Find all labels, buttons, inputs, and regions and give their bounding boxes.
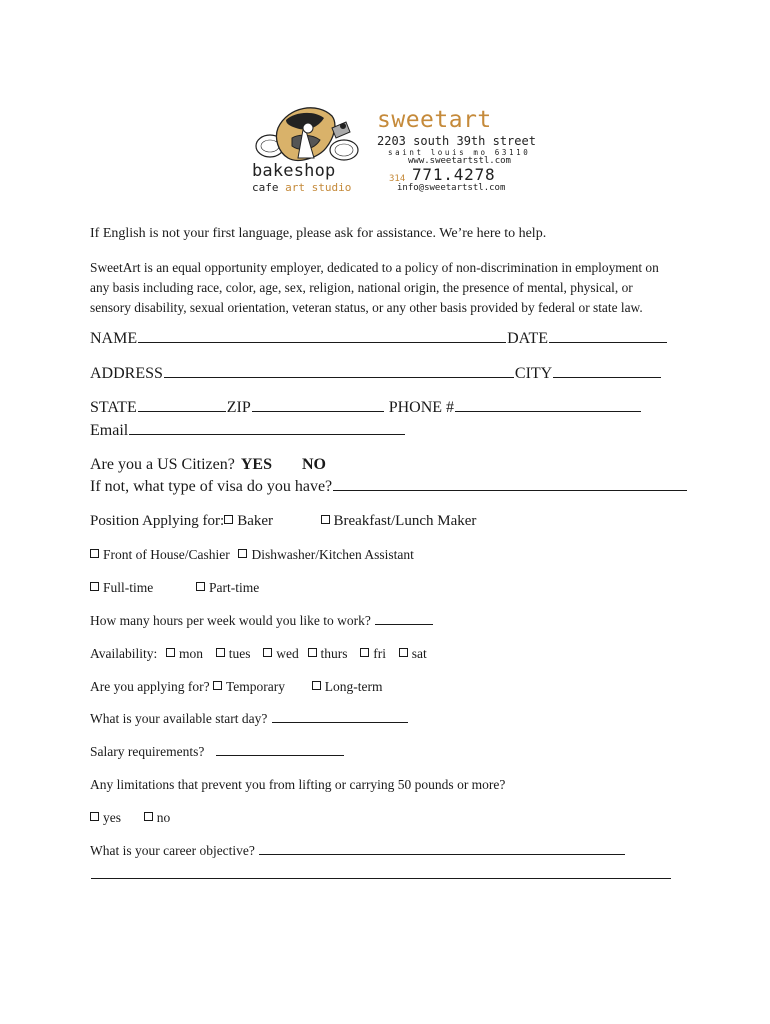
eeo-line: SweetArt is an equal opportunity employer, dedicated to a policy of non-discrimination in employment on [90,260,659,275]
visa-field[interactable] [333,489,687,491]
name-field[interactable] [138,341,506,343]
email-field[interactable] [129,433,405,435]
checkbox-tues[interactable] [216,648,225,657]
position-row-2 [90,547,414,563]
contact-email: info@sweetartstl.com [397,183,506,193]
state-zip-phone-row [90,399,642,417]
phone-number: 771.4278 [412,165,496,184]
hours-question: How many hours per week would you like to work? [90,613,371,628]
checkbox-temporary[interactable] [213,681,222,690]
option-limitations-yes: yes [103,810,121,825]
checkbox-front-of-house[interactable] [90,549,99,558]
option-baker: Baker [237,513,274,529]
applying-for-label: Are you applying for? [90,679,210,694]
limitations-options-row [90,810,170,826]
option-full-time: Full-time [103,580,154,595]
eeo-line: any basis including race, color, age, sex, religion, national origin, the presence of mental, physical, or [90,280,633,295]
option-breakfast-lunch: Breakfast/Lunch Maker [333,513,477,529]
phone-field[interactable] [455,410,641,412]
checkbox-limitations-no[interactable] [144,812,153,821]
visa-row [90,478,688,496]
email-row [90,422,406,440]
availability-row [90,646,427,662]
checkbox-breakfast-lunch[interactable] [321,515,330,524]
state-field[interactable] [138,410,226,412]
citizen-no-option[interactable]: NO [301,456,326,473]
day-mon: mon [179,646,204,661]
checkbox-full-time[interactable] [90,582,99,591]
day-thurs: thurs [320,646,348,661]
career-objective-row [90,843,626,859]
checkbox-dishwasher[interactable] [238,549,247,558]
option-part-time: Part-time [209,580,260,595]
checkbox-mon[interactable] [166,648,175,657]
logo-subtitle: cafe art studio [252,181,352,194]
option-limitations-no: no [156,810,171,825]
checkbox-wed[interactable] [263,648,272,657]
address-city-row [90,365,662,383]
limitations-question: Any limitations that prevent you from lifting or carrying 50 pounds or more? [90,777,506,792]
city-label: CITY [514,365,553,382]
employment-type-row [90,580,259,596]
day-fri: fri [373,646,387,661]
checkbox-long-term[interactable] [312,681,321,690]
checkbox-fri[interactable] [360,648,369,657]
zip-label: ZIP [226,399,251,416]
street-address: 2203 south 39th street [377,134,536,148]
email-label: Email [90,422,129,439]
citizen-question: Are you a US Citizen? [90,456,235,473]
name-label: NAME [90,330,138,347]
option-dishwasher: Dishwasher/Kitchen Assistant [251,547,414,562]
address-label: ADDRESS [90,365,163,382]
checkbox-limitations-yes[interactable] [90,812,99,821]
state-label: STATE [90,399,137,416]
start-day-row [90,711,409,727]
hours-row [90,613,434,629]
logo-wordmark: bakeshop [252,161,336,181]
website: www.sweetartstl.com [408,156,511,166]
citizen-yes-option[interactable]: YES [240,456,272,473]
limitations-row [90,777,505,793]
name-date-row [90,330,668,348]
applying-for-row [90,679,382,695]
language-assistance-note: If English is not your first language, please ask for assistance. We’re here to help. [90,226,547,241]
phone-label: PHONE # [388,399,455,416]
start-day-question: What is your available start day? [90,711,268,726]
start-day-field[interactable] [272,721,408,723]
career-objective-question: What is your career objective? [90,843,255,858]
career-objective-extra-line [90,866,672,884]
position-label: Position Applying for: [90,513,225,529]
career-objective-field[interactable] [259,853,625,855]
option-front-of-house: Front of House/Cashier [103,547,230,562]
checkbox-part-time[interactable] [196,582,205,591]
city-address: saint louis mo 63110 [388,148,531,157]
option-temporary: Temporary [225,679,285,694]
day-wed: wed [276,646,299,661]
career-objective-field-line-2[interactable] [91,877,671,879]
eeo-statement [90,258,690,318]
salary-question: Salary requirements? [90,744,205,759]
date-label: DATE [507,330,548,347]
day-tues: tues [228,646,251,661]
visa-question: If not, what type of visa do you have? [90,478,333,495]
day-sat: sat [411,646,427,661]
availability-label: Availability: [90,646,158,661]
bakeshop-logo [248,98,370,170]
date-field[interactable] [549,341,667,343]
eeo-line: sensory disability, sexual orientation, veteran status, or any other basis provided by federal or state law. [90,300,643,315]
checkbox-baker[interactable] [224,515,233,524]
checkbox-sat[interactable] [399,648,408,657]
brand-name: sweetart [377,107,492,133]
salary-row [90,744,345,760]
phone-area-code: 314 [389,174,406,184]
city-field[interactable] [553,376,661,378]
position-row [90,513,476,530]
address-field[interactable] [164,376,514,378]
salary-field[interactable] [216,754,344,756]
option-long-term: Long-term [324,679,383,694]
citizen-row [90,456,326,474]
checkbox-thurs[interactable] [308,648,317,657]
zip-field[interactable] [252,410,384,412]
hours-field[interactable] [375,623,433,625]
